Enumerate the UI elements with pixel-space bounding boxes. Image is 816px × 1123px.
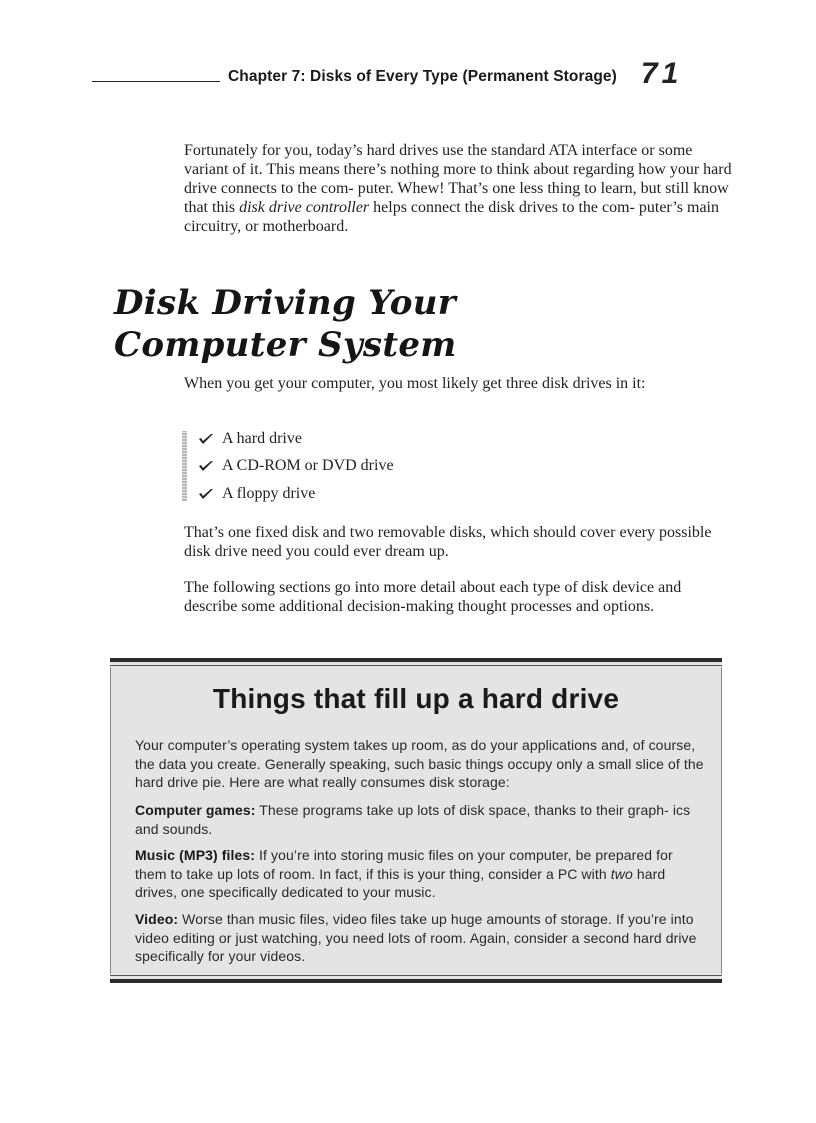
running-head — [92, 58, 722, 90]
section-heading-line1: Disk Driving Your — [114, 283, 456, 323]
sidebar-item-lead: Computer games: — [135, 802, 256, 818]
intro-text-end: helps connect the disk drives to the com- puter’s main circuitry, or motherboard. — [184, 199, 719, 235]
sidebar-top-rule — [110, 665, 722, 666]
sidebar-item-text: If you’re into storing music files on your computer, be prepared for them to take up lots of room. In fact, if this is your thing, consider a PC with — [135, 847, 673, 882]
checkmark-icon — [198, 432, 214, 446]
intro-text-start: Fortunately for you, today’s hard drives use the standard ATA interface or some variant of it. This means there’s nothing more to think about regarding how your hard drive connects to the com- puter. Whew! That’s one less thing to learn, but still know that this — [184, 142, 732, 216]
sidebar-title: Things that fill up a hard drive — [212, 683, 620, 714]
disk-drive-list — [182, 428, 582, 500]
list-item-label: A floppy drive — [222, 485, 316, 502]
list-item-label: A CD-ROM or DVD drive — [222, 457, 394, 474]
chapter-title: Chapter 7: Disks of Every Type (Permanent Storage) — [228, 68, 617, 85]
sidebar-intro: Your computer’s operating system takes up room, as do your applications and, of course, the data you create. Generally speaking, such basic things occupy only a small slice of the hard drive pie. Here are what really consumes disk storage: — [135, 737, 704, 790]
section-heading — [114, 282, 614, 366]
sidebar-item-lead: Music (MP3) files: — [135, 847, 256, 863]
checkmark-icon — [198, 459, 214, 473]
list-item — [198, 428, 302, 450]
disk-drive-controller-term: disk drive controller — [239, 199, 370, 216]
header-rule — [92, 81, 220, 82]
sidebar-item-text-end: hard drives, one specifically dedicated to your music. — [135, 865, 666, 900]
sidebar-item-lead: Video: — [135, 911, 179, 927]
list-item — [198, 455, 394, 477]
sidebar-item-text: These programs take up lots of disk space, thanks to their graph- ics and sounds. — [135, 802, 691, 837]
section-intro-paragraph: When you get your computer, you most likely get three disk drives in it: — [184, 375, 646, 392]
sidebar-item-emphasis: two — [610, 865, 633, 882]
sidebar-item-games — [135, 801, 705, 838]
sidebar-box — [110, 658, 722, 983]
list-item-label: A hard drive — [222, 430, 302, 447]
sidebar-bottom-rule — [110, 975, 722, 976]
page-number: 71 — [640, 57, 683, 90]
sidebar-item-video — [135, 910, 705, 966]
list-side-bar — [182, 431, 187, 501]
checkmark-icon — [198, 487, 214, 501]
following-sections-paragraph: The following sections go into more detail about each type of disk device and describe some additional decision-making thought processes and options. — [184, 579, 682, 615]
sidebar-inner — [110, 667, 722, 974]
list-item — [198, 483, 315, 505]
sidebar-item-music — [135, 846, 705, 902]
intro-paragraph — [184, 141, 734, 236]
sidebar-item-text: Worse than music files, video files take up huge amounts of storage. If you’re into video editing or just watching, you need lots of room. Again, consider a second hard drive specifically for your videos. — [135, 911, 697, 964]
section-heading-line2: Computer System — [114, 325, 457, 365]
list-summary-paragraph: That’s one fixed disk and two removable disks, which should cover every possible disk drive need you could ever dream up. — [184, 524, 712, 560]
